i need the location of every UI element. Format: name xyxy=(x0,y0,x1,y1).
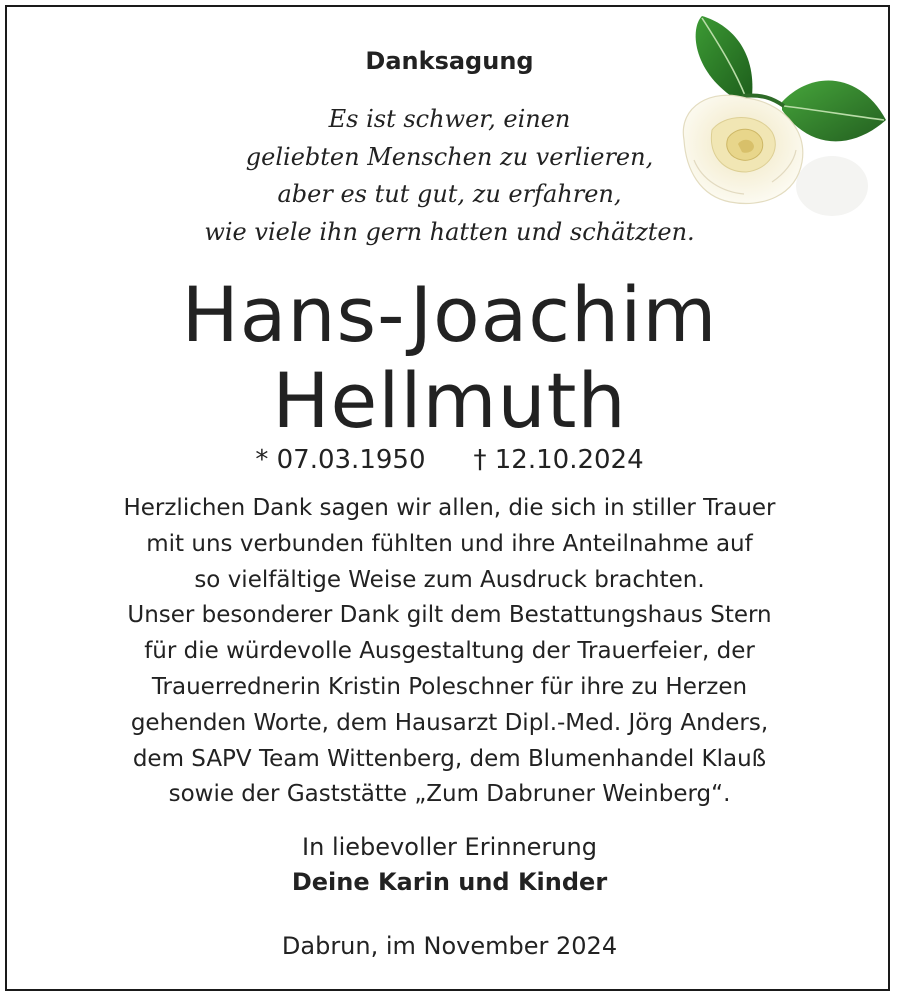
death-date: † 12.10.2024 xyxy=(473,445,644,475)
thanks-line: Trauerrednerin Kristin Poleschner für ihre zu Herzen xyxy=(151,673,748,700)
thanks-line: für die würdevolle Ausgestaltung der Trauerfeier, der xyxy=(144,638,755,665)
heading-danksagung: Danksagung xyxy=(365,47,534,75)
thanks-text xyxy=(0,491,899,813)
deceased-first-name: Hans-Joachim xyxy=(181,270,718,359)
thanks-line: so vielfältige Weise zum Ausdruck brachten. xyxy=(194,566,705,593)
thanks-line: sowie der Gaststätte „Zum Dabruner Weinberg“. xyxy=(168,781,731,808)
quote-line: aber es tut gut, zu erfahren, xyxy=(277,180,622,208)
memory-line: In liebevoller Erinnerung xyxy=(302,833,597,861)
signature-line: Deine Karin und Kinder xyxy=(291,868,608,896)
place-and-date: Dabrun, im November 2024 xyxy=(281,932,618,960)
thanks-line: dem SAPV Team Wittenberg, dem Blumenhandel Klauß xyxy=(132,745,767,772)
thanks-line: mit uns verbunden fühlten und ihre Anteilnahme auf xyxy=(146,530,753,557)
quote-line: geliebten Menschen zu verlieren, xyxy=(245,142,654,171)
quote-line: Es ist schwer, einen xyxy=(328,105,571,133)
closing-block xyxy=(0,830,899,900)
memorial-quote xyxy=(0,101,899,251)
thanks-line: Herzlichen Dank sagen wir allen, die sich in stiller Trauer xyxy=(123,495,776,521)
thanks-line: gehenden Worte, dem Hausarzt Dipl.-Med. Jörg Anders, xyxy=(130,709,769,736)
life-dates xyxy=(0,441,899,479)
thanks-line: Unser besonderer Dank gilt dem Bestattungshaus Stern xyxy=(127,602,772,629)
quote-line: wie viele ihn gern hatten und schätzten. xyxy=(204,217,695,246)
deceased-last-name: Hellmuth xyxy=(272,356,627,445)
deceased-name xyxy=(0,272,899,444)
birth-date: * 07.03.1950 xyxy=(255,445,426,475)
